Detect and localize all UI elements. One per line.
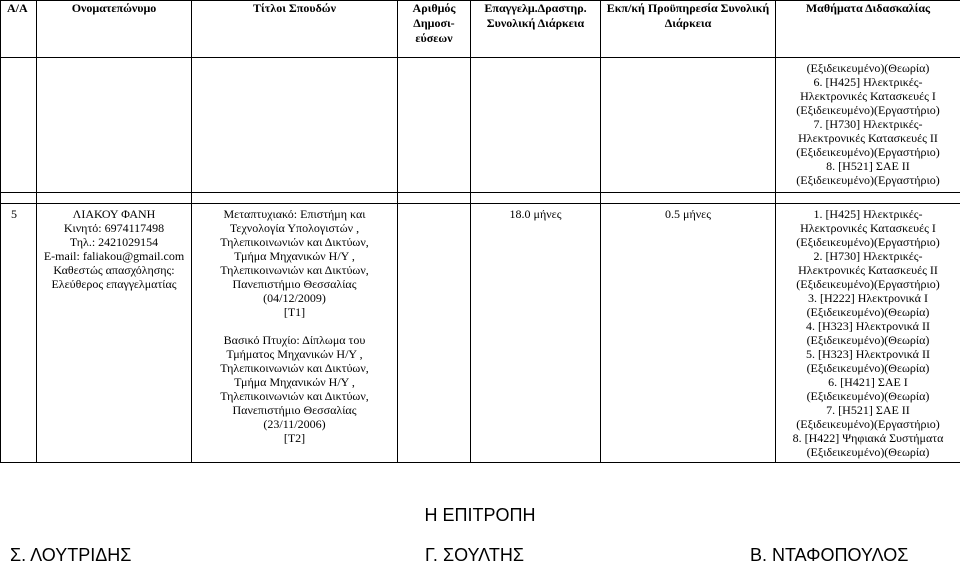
degree-line: Τηλεπικοινωνιών και Δικτύων,	[194, 361, 395, 375]
degree-line: Πανεπιστήμιο Θεσσαλίας	[194, 403, 395, 417]
committee-members	[0, 545, 960, 567]
teaching-duration: 0.5 μήνες	[601, 204, 776, 463]
course-line: 7. [Η521] ΣΑΕ ΙΙ	[778, 403, 958, 417]
row-number: 5	[1, 204, 37, 463]
course-line: (Εξιδεικευμένο)(Θεωρία)	[778, 445, 958, 459]
previous-row	[1, 58, 960, 193]
header-degrees: Τίτλοι Σπουδών	[192, 1, 398, 58]
course-line: 5. [Η323] Ηλεκτρονικά ΙΙ	[778, 347, 958, 361]
course-line: (Εξιδεικευμένο)(Θεωρία)	[778, 389, 958, 403]
degree-line: Τηλεπικοινωνιών και Δικτύων,	[194, 263, 395, 277]
degree-line: Πανεπιστήμιο Θεσσαλίας	[194, 277, 395, 291]
candidate-phone: Τηλ.: 2421029154	[39, 235, 189, 249]
degree-line: Τηλεπικοινωνιών και Δικτύων,	[194, 235, 395, 249]
previous-courses-cell	[776, 58, 960, 193]
courses-cell	[776, 204, 960, 463]
course-line: (Εξιδεικευμένο)(Θεωρία)	[778, 333, 958, 347]
degree-line: Τεχνολογία Υπολογιστών ,	[194, 221, 395, 235]
previous-course-line: 8. [Η521] ΣΑΕ ΙΙ	[778, 159, 958, 173]
course-line: (Εξιδεικευμένο)(Εργαστήριο)	[778, 235, 958, 249]
degree-line: Τμήμα Μηχανικών Η/Υ ,	[194, 375, 395, 389]
separator-row	[1, 193, 960, 204]
course-line: 3. [Η222] Ηλεκτρονικά Ι	[778, 291, 958, 305]
course-line: (Εξιδεικευμένο)(Θεωρία)	[778, 305, 958, 319]
committee-member-3: Β. ΝΤΑΦΟΠΟΥΛΟΣ	[750, 545, 908, 566]
committee-title: Η ΕΠΙΤΡΟΠΗ	[0, 505, 960, 526]
header-teaching-experience: Εκπ/κή Προϋπηρεσία Συνολική Διάρκεια	[601, 1, 776, 58]
course-line: (Εξιδεικευμένο)(Εργαστήριο)	[778, 277, 958, 291]
previous-course-line: 7. [Η730] Ηλεκτρικές-	[778, 117, 958, 131]
degree-date: (04/12/2009)	[194, 291, 395, 305]
previous-course-line: (Εξιδεικευμένο)(Εργαστήριο)	[778, 173, 958, 187]
previous-course-line: (Εξιδεικευμένο)(Θεωρία)	[778, 61, 958, 75]
degrees-cell	[192, 204, 398, 463]
course-line: (Εξιδεικευμένο)(Θεωρία)	[778, 361, 958, 375]
employment-status-value: Ελεύθερος επαγγελματίας	[39, 277, 189, 291]
header-aa: Α/Α	[1, 1, 37, 58]
candidate-mobile: Κινητό: 6974117498	[39, 221, 189, 235]
degree-line: Βασικό Πτυχίο: Δίπλωμα του	[194, 333, 395, 347]
degree-line: Τηλεπικοινωνιών και Δικτύων,	[194, 389, 395, 403]
candidate-row	[1, 204, 960, 463]
course-line: 8. [Η422] Ψηφιακά Συστήματα	[778, 431, 958, 445]
publications-cell	[398, 204, 471, 463]
previous-course-line: 6. [Η425] Ηλεκτρικές-	[778, 75, 958, 89]
degree-line: Μεταπτυχιακό: Επιστήμη και	[194, 207, 395, 221]
degree-date: (23/11/2006)	[194, 417, 395, 431]
header-name: Ονοματεπώνυμο	[37, 1, 192, 58]
degree-line: Τμήματος Μηχανικών Η/Υ ,	[194, 347, 395, 361]
course-line: Ηλεκτρονικές Κατασκευές ΙΙ	[778, 263, 958, 277]
degree-line: Τμήμα Μηχανικών Η/Υ ,	[194, 249, 395, 263]
candidate-email: E-mail: faliakou@gmail.com	[39, 249, 189, 263]
course-line: 1. [Η425] Ηλεκτρικές-	[778, 207, 958, 221]
course-line: 2. [Η730] Ηλεκτρικές-	[778, 249, 958, 263]
degree-code: [Τ1]	[194, 305, 395, 319]
previous-course-line: Ηλεκτρονικές Κατασκευές Ι	[778, 89, 958, 103]
committee-member-1: Σ. ΛΟΥΤΡΙΔΗΣ	[10, 545, 131, 566]
course-line: 6. [Η421] ΣΑΕ Ι	[778, 375, 958, 389]
previous-course-line: (Εξιδεικευμένο)(Εργαστήριο)	[778, 103, 958, 117]
professional-duration: 18.0 μήνες	[471, 204, 601, 463]
course-line: 4. [Η323] Ηλεκτρονικά ΙΙ	[778, 319, 958, 333]
course-line: Ηλεκτρονικές Κατασκευές Ι	[778, 221, 958, 235]
header-professional-activity: Επαγγελμ.Δραστηρ. Συνολική Διάρκεια	[471, 1, 601, 58]
candidate-name: ΛΙΑΚΟΥ ΦΑΝΗ	[39, 207, 189, 221]
header-publications: Αριθμός Δημοσι-εύσεων	[398, 1, 471, 58]
course-line: (Εξιδεικευμένο)(Εργαστήριο)	[778, 417, 958, 431]
previous-course-line: (Εξιδεικευμένο)(Εργαστήριο)	[778, 145, 958, 159]
committee-member-2: Γ. ΣΟΥΛΤΗΣ	[425, 545, 524, 566]
degree-code: [Τ2]	[194, 431, 395, 445]
header-courses: Μαθήματα Διδασκαλίας	[776, 1, 960, 58]
candidate-info	[37, 204, 192, 463]
previous-course-line: Ηλεκτρονικές Κατασκευές ΙΙ	[778, 131, 958, 145]
employment-status-label: Καθεστώς απασχόλησης:	[39, 263, 189, 277]
header-row	[1, 1, 960, 58]
